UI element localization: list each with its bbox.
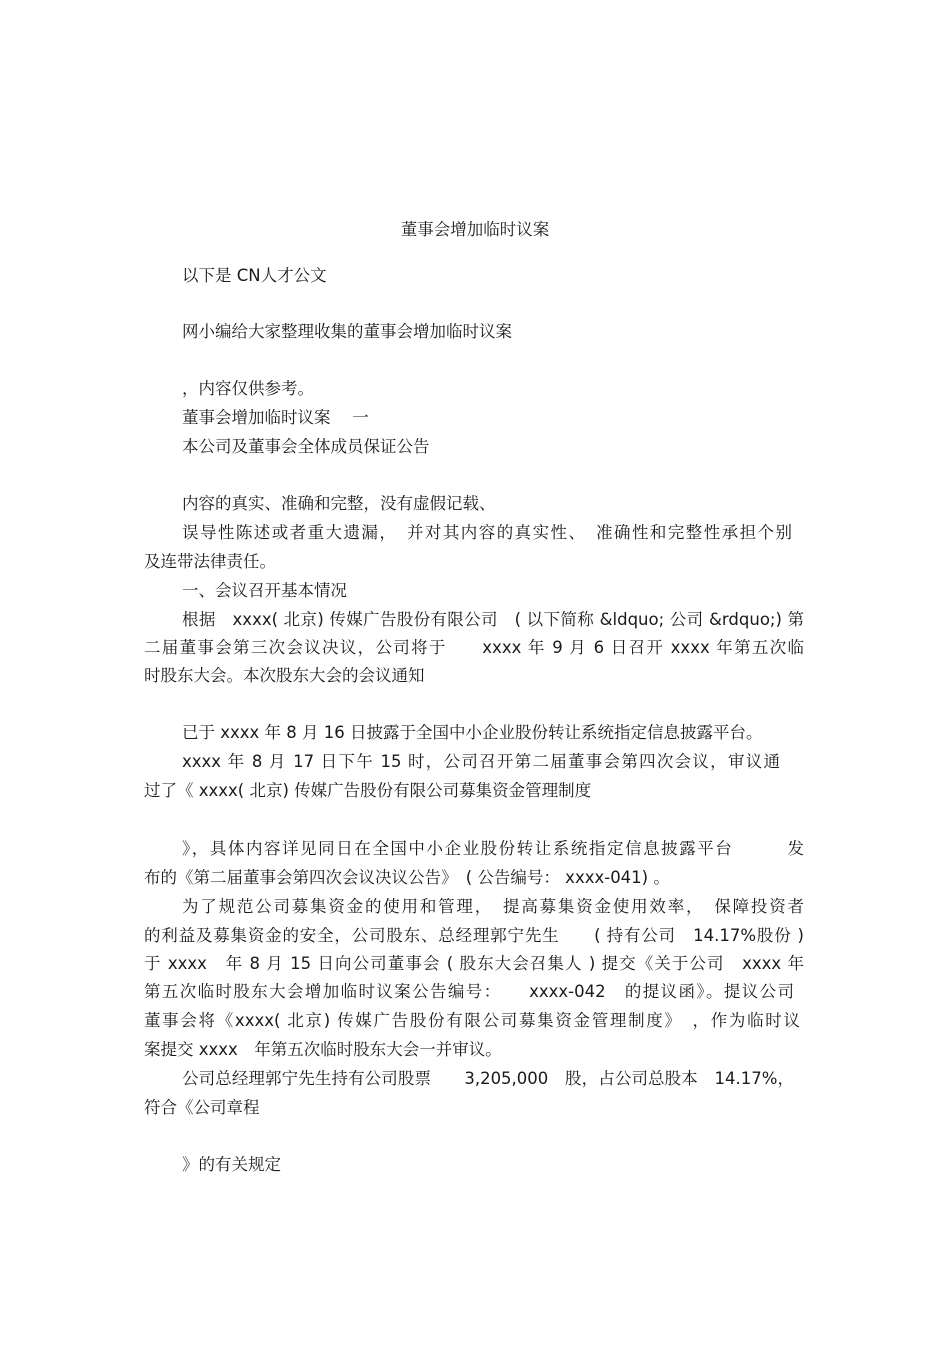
paragraph-line: 》的有关规定 — [182, 1155, 281, 1174]
paragraph-line: xxxx 年 8 月 17 日下午 15 时，公司召开第二届董事会第四次会议，审议通 — [182, 752, 780, 771]
paragraph-line: 过了《 xxxx( 北京) 传媒广告股份有限公司募集资金管理制度 — [144, 781, 592, 800]
paragraph-line: 案提交 xxxx 年第五次临时股东大会一并审议。 — [144, 1040, 502, 1059]
paragraph-line: 布的《第二届董事会第四次会议决议公告》 ( 公告编号： xxxx-041) 。 — [144, 868, 670, 887]
paragraph-line: 符合《公司章程 — [144, 1098, 260, 1117]
paragraph-line: 一、会议召开基本情况 — [182, 581, 347, 600]
paragraph-line: ，内容仅供参考。 — [182, 379, 314, 398]
paragraph-line: 为了规范公司募集资金的使用和管理， 提高募集资金使用效率， 保障投资者 — [182, 897, 804, 916]
paragraph-line: 及连带法律责任。 — [144, 552, 276, 571]
paragraph-line: 公司总经理郭宁先生持有公司股票 3,205,000 股，占公司总股本 14.17%， — [182, 1069, 794, 1088]
paragraph-line: 根据 xxxx( 北京) 传媒广告股份有限公司 ( 以下简称 &ldquo; 公司 &rdquo;) 第 — [182, 610, 804, 629]
paragraph-line: 董事会增加临时议案 一 — [182, 408, 369, 427]
paragraph-line: 网小编给大家整理收集的董事会增加临时议案 — [182, 322, 512, 341]
paragraph-line: 》，具体内容详见同日在全国中小企业股份转让系统指定信息披露平台 发 — [182, 839, 804, 858]
paragraph-line: 二届董事会第三次会议决议，公司将于 xxxx 年 9 月 6 日召开 xxxx 年第五次临 — [144, 638, 804, 657]
paragraph-line: 于 xxxx 年 8 月 15 日向公司董事会 ( 股东大会召集人 ) 提交《关于公司 xxxx 年 — [144, 954, 804, 973]
paragraph-line: 董事会将《xxxx( 北京) 传媒广告股份有限公司募集资金管理制度》 ，作为临时议 — [144, 1011, 800, 1030]
paragraph-line: 时股东大会。本次股东大会的会议通知 — [144, 666, 425, 685]
paragraph-line: 第五次临时股东大会增加临时议案公告编号： xxxx-042 的提议函》。提议公司 — [144, 982, 794, 1001]
paragraph-line: 内容的真实、准确和完整，没有虚假记载、 — [182, 494, 496, 513]
paragraph-line: 本公司及董事会全体成员保证公告 — [182, 437, 430, 456]
paragraph-line: 的利益及募集资金的安全，公司股东、总经理郭宁先生 ( 持有公司 14.17%股份 ) — [144, 926, 804, 945]
paragraph-line: 误导性陈述或者重大遗漏， 并对其内容的真实性、 准确性和完整性承担个别 — [182, 523, 792, 542]
paragraph-line: 以下是 CN人才公文 — [182, 266, 327, 285]
document-title: 董事会增加临时议案 — [400, 220, 550, 239]
paragraph-line: 已于 xxxx 年 8 月 16 日披露于全国中小企业股份转让系统指定信息披露平台。 — [182, 723, 763, 742]
